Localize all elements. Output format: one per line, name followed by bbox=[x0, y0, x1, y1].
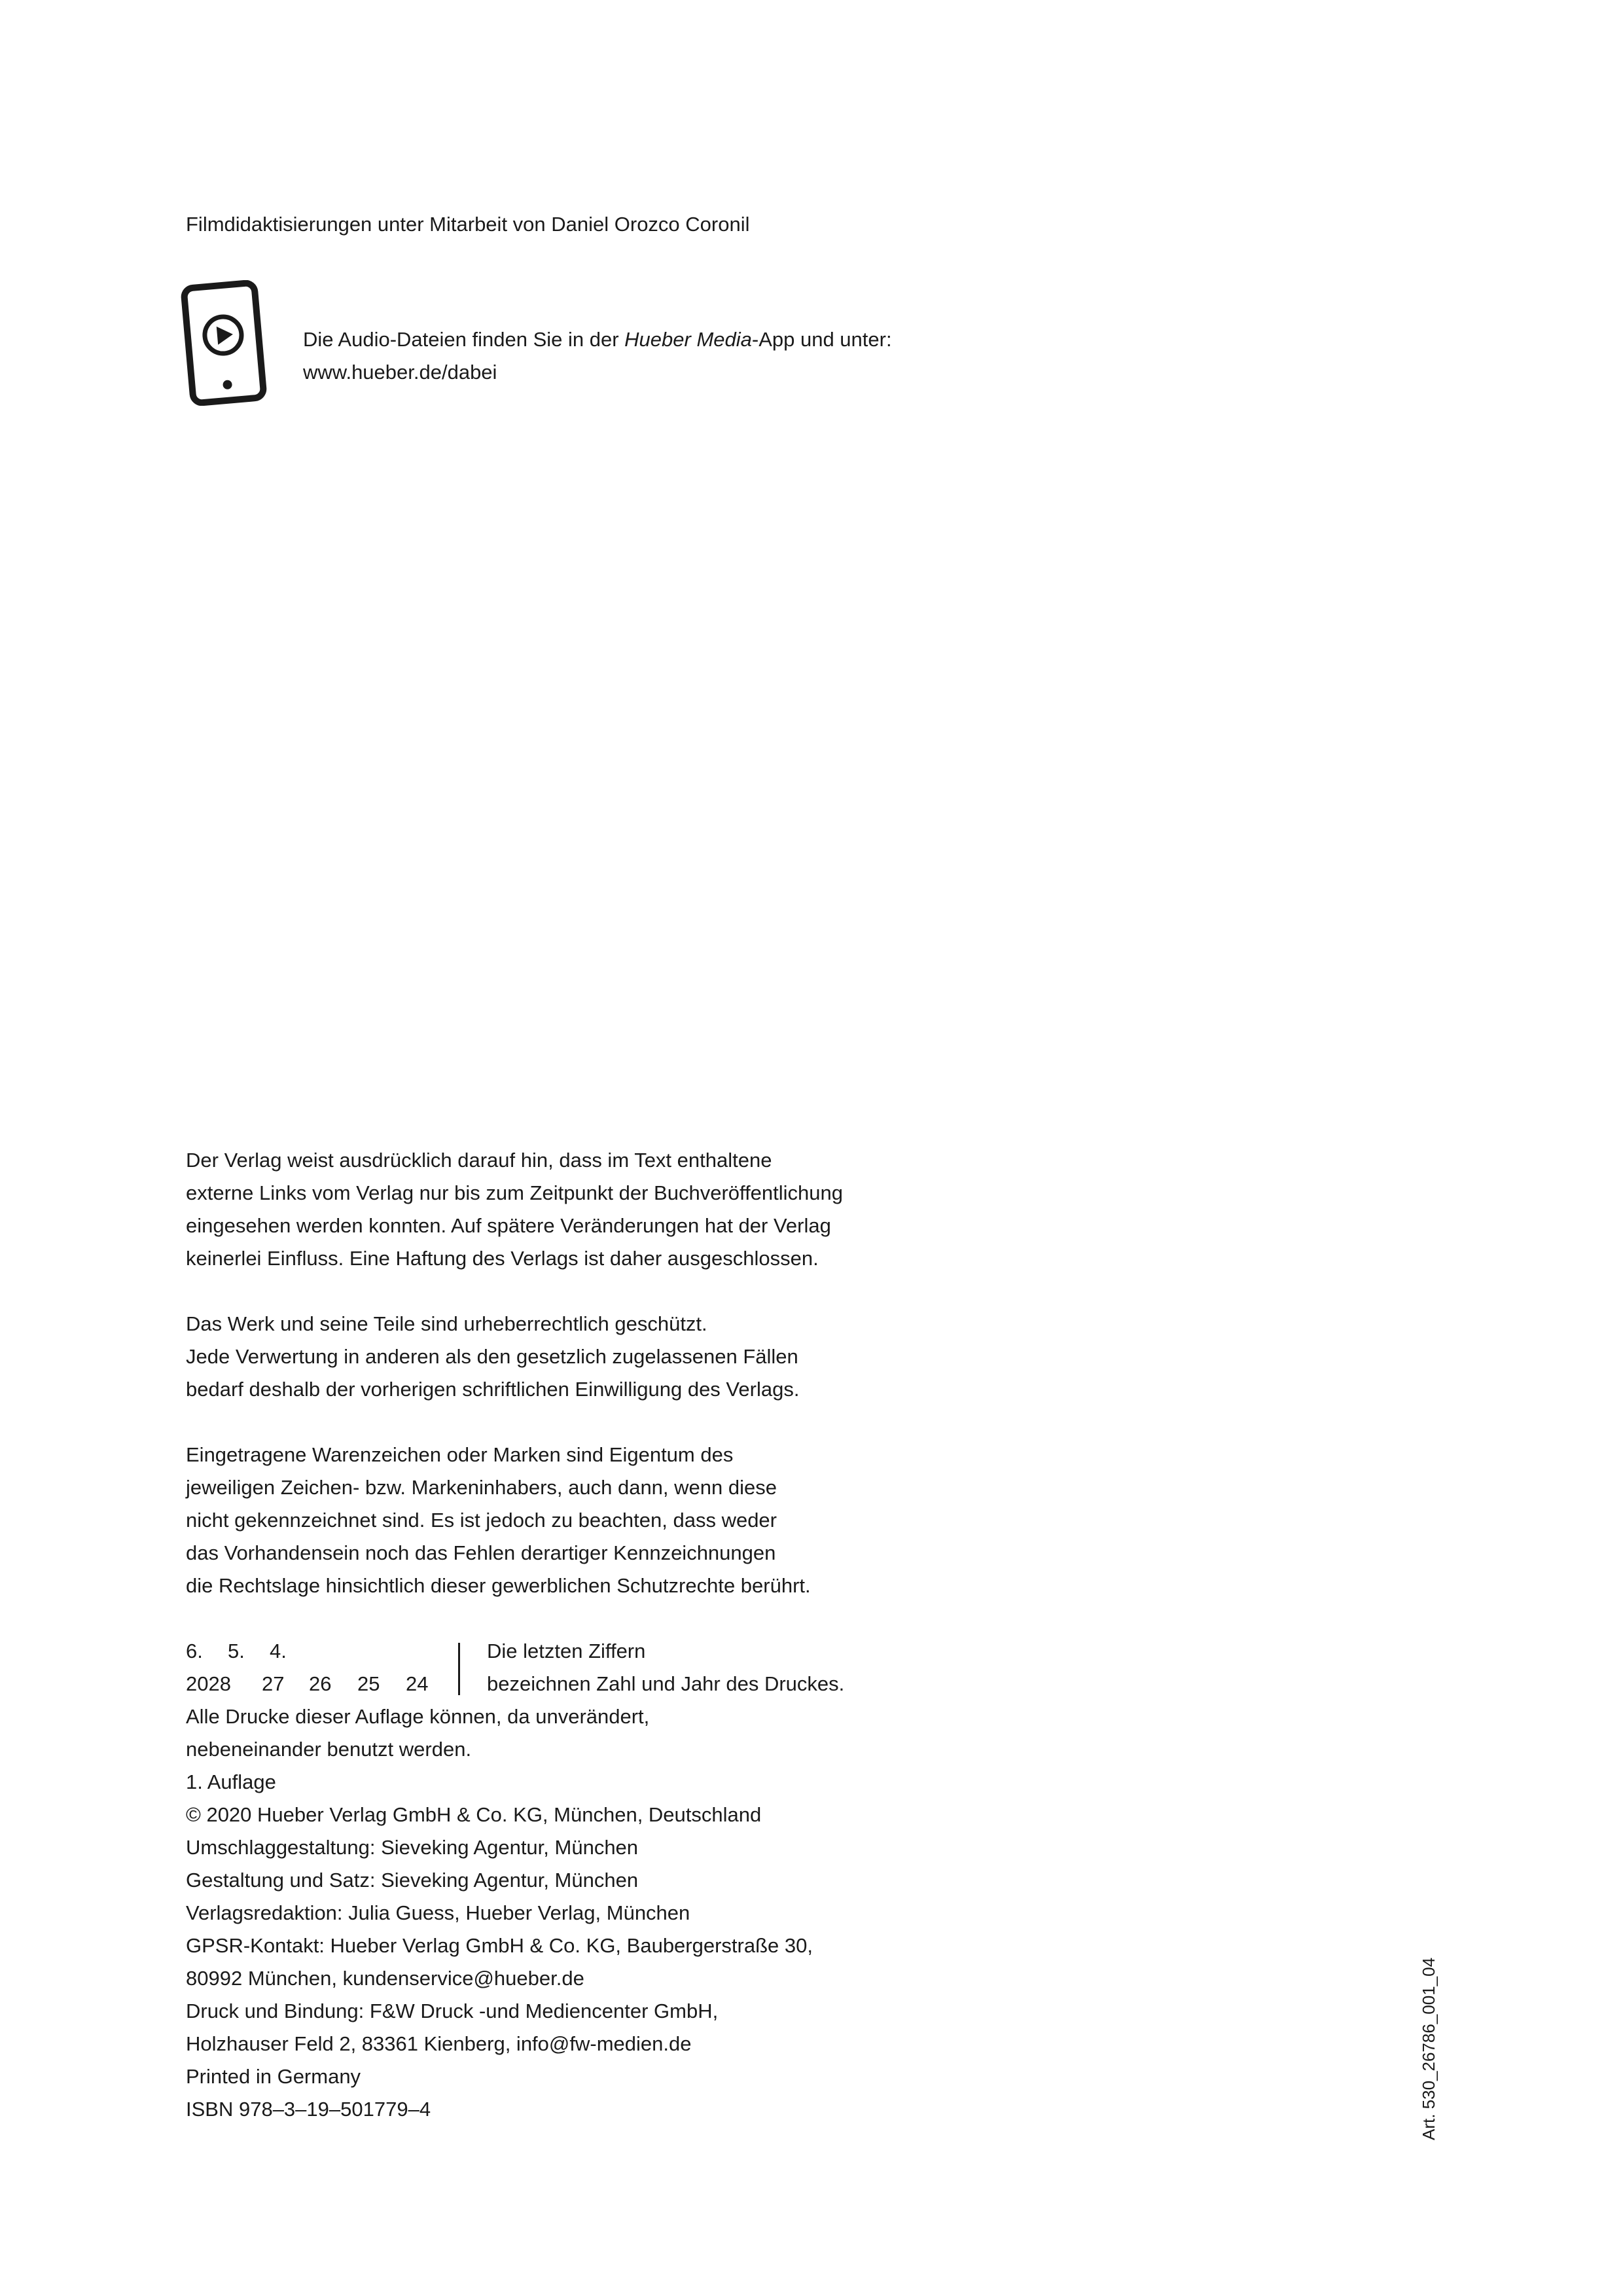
audio-info bbox=[303, 323, 1154, 389]
imprint-line: Umschlaggestaltung: Sieveking Agentur, München bbox=[186, 1836, 639, 1859]
audio-line-1-post: -App und unter: bbox=[751, 328, 892, 351]
print-year-digit: 27 bbox=[262, 1672, 285, 1695]
print-year-digit: 26 bbox=[309, 1672, 332, 1695]
print-year-digit: 24 bbox=[406, 1672, 429, 1695]
digits-divider bbox=[458, 1643, 460, 1695]
paragraph-line: Das Werk und seine Teile sind urheberrechtlich geschützt. bbox=[186, 1312, 707, 1335]
paragraph-line: Der Verlag weist ausdrücklich darauf hin, dass im Text enthaltene bbox=[186, 1149, 772, 1172]
imprint bbox=[186, 1700, 1102, 2126]
paragraph-line: das Vorhandensein noch das Fehlen derartiger Kennzeichnungen bbox=[186, 1541, 776, 1564]
paragraph-line: bedarf deshalb der vorherigen schriftlichen Einwilligung des Verlags. bbox=[186, 1378, 800, 1401]
paragraph-line: keinerlei Einfluss. Eine Haftung des Verlags ist daher ausgeschlossen. bbox=[186, 1247, 819, 1270]
print-run-digit: 5. bbox=[228, 1640, 245, 1662]
imprint-line: 80992 München, kundenservice@hueber.de bbox=[186, 1967, 584, 1990]
article-number: Art. 530_26786_001_04 bbox=[1419, 1957, 1438, 2140]
print-run-digit: 6. bbox=[186, 1640, 203, 1662]
paragraph-line: externe Links vom Verlag nur bis zum Zeitpunkt der Buchveröffentlichung bbox=[186, 1181, 844, 1204]
imprint-line: Alle Drucke dieser Auflage können, da unverändert, bbox=[186, 1705, 650, 1728]
paragraph-line: Jede Verwertung in anderen als den gesetzlich zugelassenen Fällen bbox=[186, 1345, 798, 1368]
imprint-line: Holzhauser Feld 2, 83361 Kienberg, info@fw-medien.de bbox=[186, 2032, 692, 2055]
imprint-line: nebeneinander benutzt werden. bbox=[186, 1738, 472, 1761]
paragraph-line: jeweiligen Zeichen- bzw. Markeninhabers, auch dann, wenn diese bbox=[186, 1476, 777, 1499]
paragraph-line: nicht gekennzeichnet sind. Es ist jedoch zu beachten, dass weder bbox=[186, 1509, 777, 1532]
audio-line-1 bbox=[303, 323, 1154, 356]
paragraph-line: die Rechtslage hinsichtlich dieser gewerblichen Schutzrechte berührt. bbox=[186, 1574, 811, 1597]
imprint-line: GPSR-Kontakt: Hueber Verlag GmbH & Co. KG, Baubergerstraße 30, bbox=[186, 1934, 813, 1957]
phone-play-icon bbox=[181, 280, 267, 406]
trademark-notice bbox=[186, 1439, 1102, 1602]
app-name: Hueber Media bbox=[624, 328, 752, 351]
audio-url: www.hueber.de/dabei bbox=[303, 361, 497, 384]
credit-line: Filmdidaktisierungen unter Mitarbeit von Daniel Orozco Coronil bbox=[186, 213, 750, 236]
imprint-line: Verlagsredaktion: Julia Guess, Hueber Verlag, München bbox=[186, 1901, 690, 1924]
print-run-digit: 4. bbox=[270, 1640, 287, 1662]
audio-line-1-pre: Die Audio-Dateien finden Sie in der bbox=[303, 328, 625, 351]
paragraph-line: Eingetragene Warenzeichen oder Marken sind Eigentum des bbox=[186, 1443, 734, 1466]
paragraph-line: eingesehen werden konnten. Auf spätere Veränderungen hat der Verlag bbox=[186, 1214, 831, 1237]
imprint-line: Printed in Germany bbox=[186, 2065, 361, 2088]
print-note bbox=[487, 1635, 844, 1700]
imprint-line: Druck und Bindung: F&W Druck -und Mediencenter GmbH, bbox=[186, 2000, 719, 2022]
isbn: ISBN 978–3–19–501779–4 bbox=[186, 2098, 431, 2121]
copyright-notice bbox=[186, 1308, 1102, 1406]
print-note-line: Die letzten Ziffern bbox=[487, 1640, 646, 1662]
imprint-line: Gestaltung und Satz: Sieveking Agentur, München bbox=[186, 1869, 639, 1892]
print-year-digit: 25 bbox=[357, 1672, 380, 1695]
print-note-line: bezeichnen Zahl und Jahr des Druckes. bbox=[487, 1672, 845, 1695]
print-year-digit: 2028 bbox=[186, 1672, 231, 1695]
copyright-line: © 2020 Hueber Verlag GmbH & Co. KG, München, Deutschland bbox=[186, 1803, 762, 1826]
edition: 1. Auflage bbox=[186, 1770, 276, 1793]
links-disclaimer bbox=[186, 1144, 1102, 1275]
